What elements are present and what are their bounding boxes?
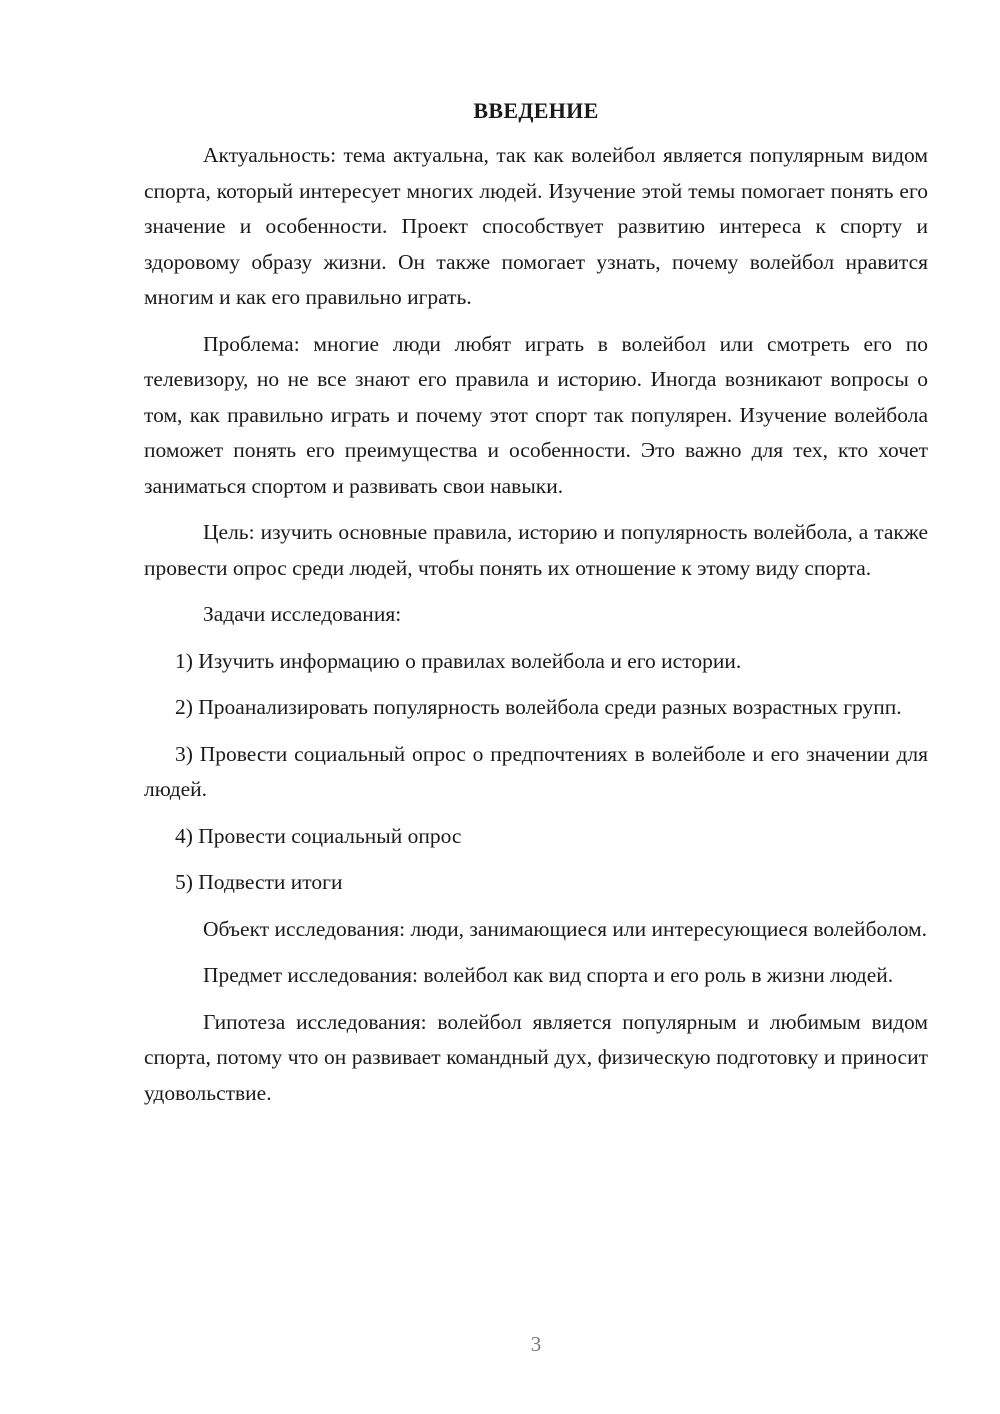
- task-item: 2) Проанализировать популярность волейбола среди разных возрастных групп.: [175, 695, 902, 719]
- document-page: [144, 96, 928, 1122]
- page-number: 3: [530, 1332, 542, 1356]
- paragraph-hypothesis: Гипотеза исследования: волейбол является популярным и любимым видом спорта, потому что он развивает командный дух, физическую подготовку и приносит удовольствие.: [144, 1009, 928, 1105]
- paragraph-problem: Проблема: многие люди любят играть в волейбол или смотреть его по телевизору, но не все знают его правила и историю. Иногда возникают вопросы о том, как правильно играть и почему этот спорт так популярен. Изучение волейбола поможет понять его преимущества и особенности. Это важно для тех, кто хочет заниматься спортом и развивать свои навыки.: [144, 331, 928, 498]
- paragraph-tasks-heading: Задачи исследования:: [203, 602, 402, 626]
- paragraph-goal: Цель: изучить основные правила, историю и популярность волейбола, а также провести опрос среди людей, чтобы понять их отношение к этому виду спорта.: [144, 520, 928, 580]
- paragraph-object: Объект исследования: люди, занимающиеся или интересующиеся волейболом.: [203, 916, 928, 941]
- task-item: 3) Провести социальный опрос о предпочтениях в волейболе и его значении для людей.: [144, 741, 928, 801]
- paragraph-subject: Предмет исследования: волейбол как вид спорта и его роль в жизни людей.: [203, 963, 894, 987]
- task-item: 5) Подвести итоги: [175, 870, 343, 894]
- section-title: ВВЕДЕНИЕ: [473, 98, 599, 123]
- task-item: 4) Провести социальный опрос: [175, 823, 462, 848]
- task-item: 1) Изучить информацию о правилах волейбола и его истории.: [175, 648, 742, 673]
- paragraph-relevance: Актуальность: тема актуальна, так как волейбол является популярным видом спорта, который интересует многих людей. Изучение этой темы помогает понять его значение и особенности. Проект способствует развитию интереса к спорту и здоровому образу жизни. Он также помогает узнать, почему волейбол нравится многим и как его правильно играть.: [144, 143, 928, 309]
